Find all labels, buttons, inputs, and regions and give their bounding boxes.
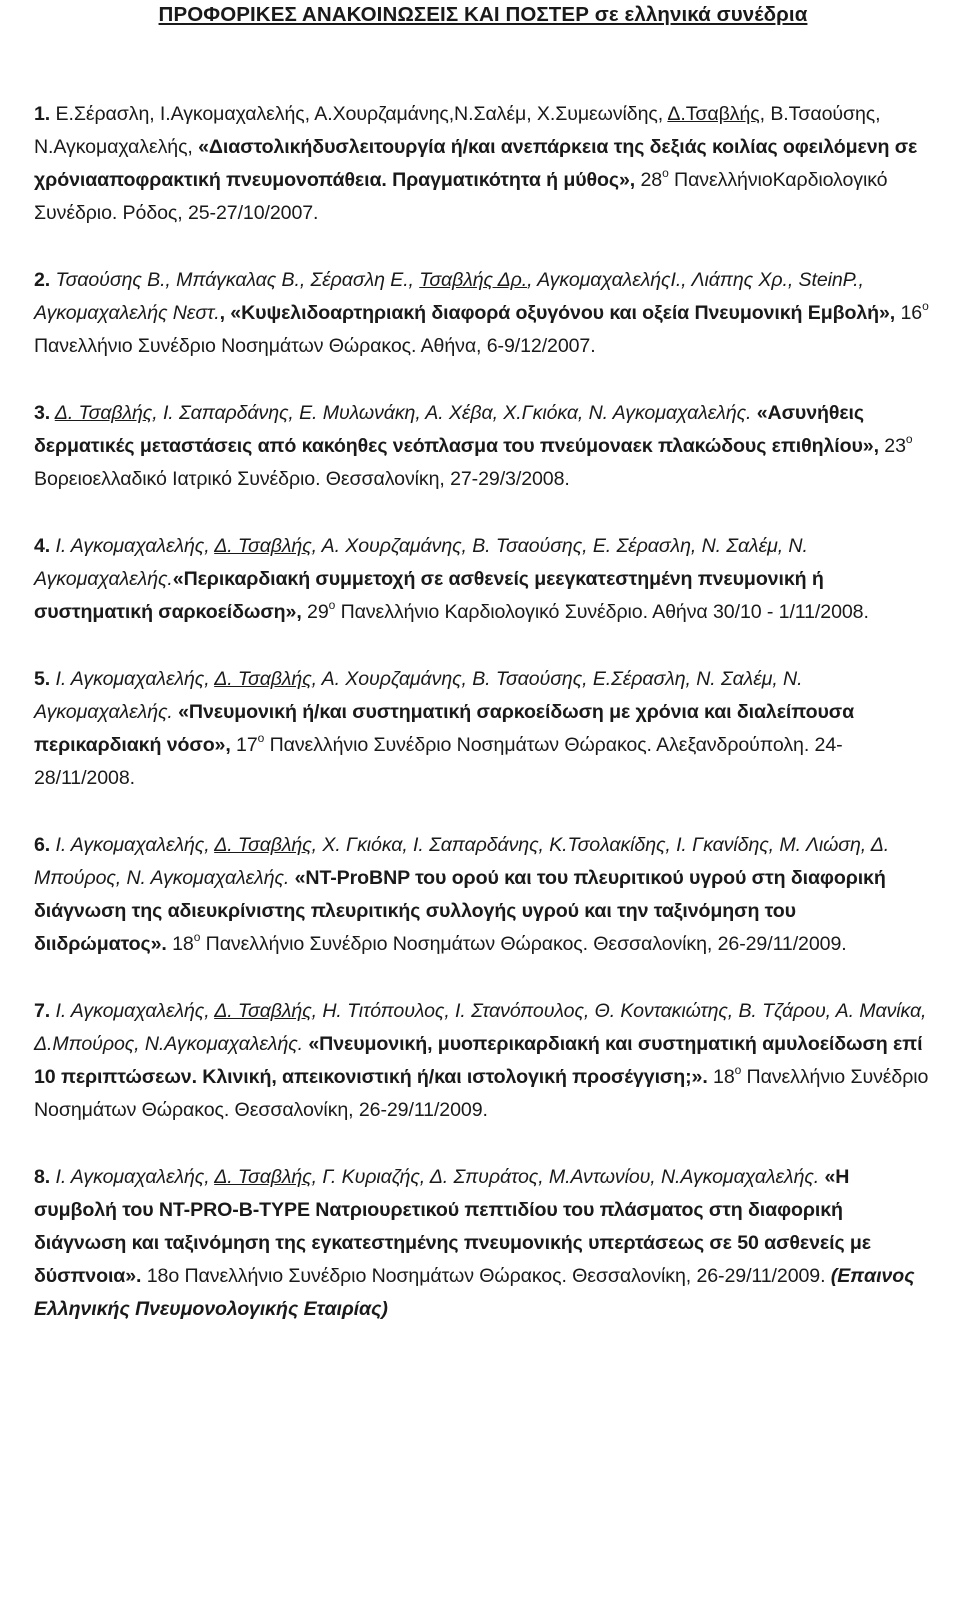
entry-author-highlight: Δ. Τσαβλής — [214, 834, 312, 856]
entry-authors-rest: , Γ. Κυριαζής, Δ. Σπυράτος, Μ.Αντωνίου, Ν.Αγκομαχαλελής. — [311, 1166, 820, 1188]
entry-venue: Πανελλήνιο Καρδιολογικό Συνέδριο. Αθήνα 30/10 - 1/11/2008. — [335, 601, 869, 623]
entry-venue: Πανελλήνιο Συνέδριο Νοσημάτων Θώρακος. Θεσσαλονίκη, 26-29/11/2009. — [179, 1265, 831, 1287]
entry-title: «Διαστολικήδυσλειτουργία ή/και ανεπάρκεια της δεξιάς κοιλίας οφειλόμενη σε χρόνιααποφρακτική πνευμονοπάθεια. Πραγματικότητα ή μύθος», — [34, 136, 918, 191]
page-title: ΠΡΟΦΟΡΙΚΕΣ ΑΝΑΚΟΙΝΩΣΕΙΣ ΚΑΙ ΠΟΣΤΕΡ σε ελληνικά συνέδρια — [158, 3, 808, 26]
list-item — [34, 663, 932, 795]
entry-venue-number: 18 — [707, 1066, 735, 1088]
entry-venue-ordinal: ο — [734, 1063, 742, 1077]
entry-venue: Πανελλήνιο Συνέδριο Νοσημάτων Θώρακος. Αθήνα, 6-9/12/2007. — [34, 335, 596, 357]
entry-venue: ΠανελλήνιοΚαρδιολογικό Συνέδριο. Ρόδος, 25-27/10/2007. — [34, 169, 888, 224]
list-item — [34, 829, 932, 961]
entry-number: 8. — [34, 1166, 51, 1188]
entry-authors-rest: , Α. Χουρζαμάνης, Β. Τσαούσης, Ε.Σέρασλη, Ν. Σαλέμ, Ν. Αγκομαχαλελής. — [34, 668, 803, 723]
entry-venue-number: 18ο — [141, 1265, 180, 1287]
entry-number: 2. — [34, 269, 51, 291]
entry-authors-rest: , Ι. Σαπαρδάνης, Ε. Μυλωνάκη, Α. Χέβα, Χ.Γκιόκα, Ν. Αγκομαχαλελής. — [152, 402, 752, 424]
entry-author-highlight: Δ. Τσαβλής — [54, 402, 153, 424]
list-item — [34, 530, 932, 629]
entry-authors: Τσαούσης Β., Μπάγκαλας Β., Σέρασλη Ε., — [50, 269, 420, 291]
entry-author-highlight: Δ. Τσαβλής — [214, 535, 312, 557]
entry-authors-rest: , Η. Τιτόπουλος, Ι. Στανόπουλος, Θ. Κοντακιώτης, Β. Τζάρου, Α. Μανίκα, Δ.Μπούρος, Ν.Αγκομαχαλελής. — [34, 1000, 927, 1055]
entry-author-highlight: Δ. Τσαβλής — [214, 1000, 312, 1022]
entry-venue-ordinal: ο — [193, 930, 201, 944]
entry-number: 3. — [34, 402, 51, 424]
entry-venue-number: 28 — [635, 169, 663, 191]
entry-authors-rest: , ΑγκομαχαλελήςΙ., Λιάπης Χρ., SteinP., Αγκομαχαλελής Νεστ. — [34, 269, 864, 324]
entry-venue: Πανελλήνιο Συνέδριο Νοσημάτων Θώρακος. Αλεξανδρούπολη. 24-28/11/2008. — [34, 734, 843, 789]
entry-venue-ordinal: ο — [905, 432, 913, 446]
entry-venue-ordinal: ο — [328, 598, 336, 612]
entry-venue: Πανελλήνιο Συνέδριο Νοσημάτων Θώρακος. Θεσσαλονίκη, 26-29/11/2009. — [34, 1066, 929, 1121]
entry-title: «Πνευμονική, μυοπερικαρδιακή και συστηματική αμυλοείδωση επί 10 περιπτώσεων. Κλινική, απεικονιστική ή/και ιστολογική προσέγγιση;». — [34, 1033, 923, 1088]
entry-title: , «Κυψελιδοαρτηριακή διαφορά οξυγόνου και οξεία Πνευμονική Εμβολή», — [219, 302, 896, 324]
entry-authors: Ι. Αγκομαχαλελής, — [50, 668, 215, 690]
list-item — [34, 995, 932, 1127]
entry-venue-number: 23 — [878, 435, 906, 457]
entry-venue-ordinal: ο — [662, 166, 669, 180]
entry-venue-ordinal: ο — [922, 299, 929, 313]
list-item — [34, 264, 932, 363]
entry-author-highlight: Τσαβλής Δρ. — [419, 269, 528, 291]
entry-number: 7. — [34, 1000, 51, 1022]
entry-authors-rest: , Χ. Γκιόκα, Ι. Σαπαρδάνης, Κ.Τσολακίδης, Ι. Γκανίδης, Μ. Λιώση, Δ. Μπούρος, Ν. Αγκομαχαλελής. — [34, 834, 890, 889]
entry-number: 5. — [34, 668, 51, 690]
entry-author-highlight: Δ.Τσαβλής — [667, 103, 760, 125]
entry-list — [34, 98, 932, 1326]
entry-author-highlight: Δ. Τσαβλής — [214, 668, 312, 690]
entry-number: 6. — [34, 834, 51, 856]
entry-authors: Ι. Αγκομαχαλελής, — [50, 1000, 215, 1022]
list-item — [34, 397, 932, 496]
entry-authors-rest: , Β.Τσαούσης, Ν.Αγκομαχαλελής, — [34, 103, 881, 158]
entry-authors: Ι. Αγκομαχαλελής, — [50, 535, 215, 557]
entry-title: «Περικαρδιακή συμμετοχή σε ασθενείς μεεγκατεστημένη πνευμονική ή συστηματική σαρκοείδωση», — [34, 568, 824, 623]
entry-author-highlight: Δ. Τσαβλής — [214, 1166, 312, 1188]
entry-venue-number: 16 — [895, 302, 923, 324]
entry-authors-rest: , Α. Χουρζαμάνης, Β. Τσαούσης, Ε. Σέρασλη, Ν. Σαλέμ, Ν. Αγκομαχαλελής. — [34, 535, 808, 590]
entry-title: «Ασυνήθεις δερματικές μεταστάσεις από κακόηθες νεόπλασμα του πνεύμοναεκ πλακώδους επιθηλίου», — [34, 402, 879, 457]
entry-authors: Ι. Αγκομαχαλελής, — [50, 1166, 215, 1188]
entry-venue: Πανελλήνιο Συνέδριο Νοσημάτων Θώρακος. Θεσσαλονίκη, 26-29/11/2009. — [200, 933, 847, 955]
entry-venue-number: 18 — [166, 933, 194, 955]
entry-authors: Ε.Σέρασλη, Ι.Αγκομαχαλελής, Α.Χουρζαμάνης,Ν.Σαλέμ, Χ.Συμεωνίδης, — [55, 103, 668, 125]
entry-title: «Η συμβολή του NT-PRO-B-TYPE Νατριουρετικού πεπτιδίου του πλάσματος στη διαφορική διάγνωση και ταξινόμηση της εγκατεστημένης πνευμονικής υπερτάσεως σε 50 ασθενείς με δύσπνοια». — [34, 1166, 871, 1287]
entry-award: (Επαινος Ελληνικής Πνευμονολογικής Εταιρίας) — [34, 1265, 915, 1320]
entry-number: 4. — [34, 535, 51, 557]
entry-number: 1. — [34, 103, 51, 125]
entry-venue-number: 29 — [301, 601, 329, 623]
list-item — [34, 98, 932, 230]
entry-title: «Πνευμονική ή/και συστηματική σαρκοείδωση με χρόνια και διαλείπουσα περικαρδιακή νόσο», — [34, 701, 855, 756]
entry-venue-number: 17 — [230, 734, 258, 756]
entry-venue-ordinal: ο — [257, 731, 265, 745]
entry-authors: Ι. Αγκομαχαλελής, — [50, 834, 215, 856]
list-item — [34, 1161, 932, 1326]
entry-title: «NT-ProBNP του ορού και του πλευριτικού υγρού στη διαφορική διάγνωση της αδιευκρίνιστης πλευριτικής συλλογής υγρού και την ταξινόμηση του διιδρώματος». — [34, 867, 886, 955]
entry-venue: Βορειοελλαδικό Ιατρικό Συνέδριο. Θεσσαλονίκη, 27-29/3/2008. — [34, 468, 570, 490]
